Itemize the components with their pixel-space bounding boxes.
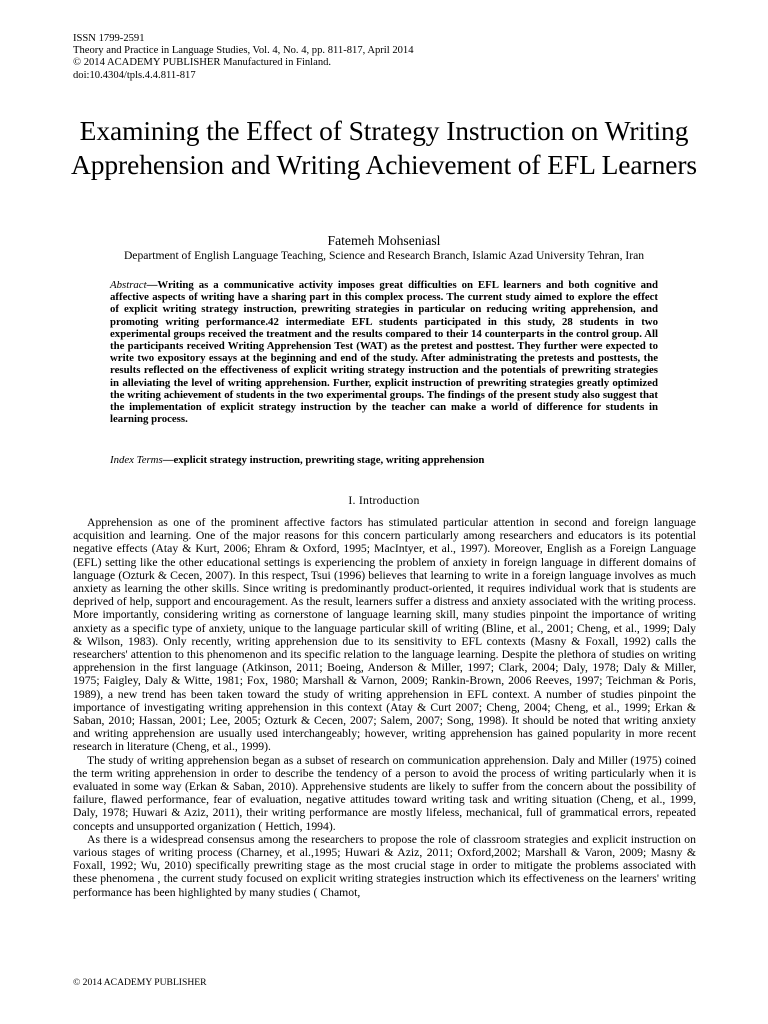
abstract: [110, 279, 658, 425]
abstract-text: —Writing as a communicative activity imposes great difficulties on EFL learners and both cognitive and affective aspects of writing have a sharing part in this complex process. The current study aimed to explore the effect of explicit writing strategy instruction, prewriting strategies in particular on reducing writing apprehension, and promoting writing performance.42 intermediate EFL students participated in this study, 28 students in two experimental groups received the treatment and the results compared to their 14 counterparts in the control group. All the participants received Writing Apprehension Test (WAT) as the pretest and posttest. They further were expected to write two expository essays at the beginning and end of the study. After administrating the pretests and posttests, the results reflected on the effectiveness of explicit writing strategy instruction and the potentials of prewriting strategies in alleviating the level of writing apprehension. Further, explicit instruction of prewriting strategies greatly optimized the writing achievement of students in the two experimental groups. The findings of the present study also suggest that the implementation of explicit strategy instruction by the teacher can make a world of difference for students in learning process.: [110, 279, 658, 426]
abstract-label: Abstract: [110, 279, 147, 291]
index-terms-text: —explicit strategy instruction, prewriting stage, writing apprehension: [162, 454, 485, 466]
issn-line: ISSN 1799-2591: [73, 33, 145, 44]
index-terms: [110, 454, 670, 466]
body-paragraph: Apprehension as one of the prominent affective factors has stimulated particular attention in second and foreign language acquisition and learning. One of the major reasons for this concern particularly among researchers and educators is its potential negative effects (Atay & Kurt, 2006; Ehram & Oxford, 1995; MacIntyer, et al., 1997). Moreover, English as a Foreign Language (EFL) setting like the other educational settings is experiencing the problem of anxiety in foreign language in different domains of language (Ozturk & Cecen, 2007). In this respect, Tsui (1996) believes that learning to write in a foreign language involves as much anxiety as learning the other skills. Since writing is predominantly product-oriented, it requires individual work that is students are deprived of help, support and encouragement. As the result, learners suffer a distress and anxiety associated with the writing process. More importantly, considering writing as cornerstone of language learning skill, many studies pinpoint the importance of writing anxiety as a specific type of anxiety, unique to the language particular skill of writing (Bline, et al., 2001; Cheng, et al., 1999; Daly & Wilson, 1983). Only recently, writing apprehension due to its sensitivity to EFL contexts (Masny & Foxall, 1992) calls the researchers' attention to this phenomenon and its specific relation to the language learning. Despite the plethora of studies on writing apprehension in the first language (Atkinson, 2011; Boeing, Anderson & Miller, 1997; Clark, 2004; Daly, 1978; Daly & Miller, 1975; Faigley, Daly & Witte, 1981; Fox, 1980; Marshall & Varnon, 2009; Rankin-Brown, 2006 Reeves, 1997; Teichman & Poris, 1989), a new trend has been taken toward the study of writing apprehension in EFL context. A number of studies pinpoint the importance of investigating writing apprehension in this context (Atay & Curt 2007; Cheng, 2004; Cheng, et al., 1999; Erkan & Saban, 2010; Hassan, 2001; Lee, 2005; Ozturk & Cecen, 2007; Salem, 2007; Song, 1998). It should be noted that writing anxiety and writing apprehension are usually used interchangeably; however, writing apprehension has gained popularity in more recent research in literature (Cheng, et al., 1999).: [73, 516, 696, 754]
doi-line: doi:10.4304/tpls.4.4.811-817: [73, 69, 196, 81]
journal-header: [73, 33, 414, 82]
body-paragraph: The study of writing apprehension began as a subset of research on communication apprehension. Daly and Miller (1975) coined the term writing apprehension in order to describe the tendency of a person to avoid the process of writing particularly when it is evaluated in some way (Erkan & Saban, 2010). Apprehensive students are likely to suffer from the concern about the possibility of failure, flawed performance, fear of evaluation, negative attitudes toward writing task and writing situation (Cheng, et al., 1999, Daly, 1978; Huwari & Aziz, 2011), their writing performance are mostly lifeless, mechanical, full of grammatical errors, repeated concepts and unsupported organization ( Hettich, 1994).: [73, 753, 696, 833]
body-text: [73, 516, 696, 899]
body-paragraph: As there is a widespread consensus among the researchers to propose the role of classroom strategies and explicit instruction on various stages of writing process (Charney, et al.,1995; Huwari & Aziz, 2011; Oxford,2002; Marshall & Varon, 2009; Masny & Foxall, 1992; Wu, 2010) specifically prewriting stage as the most crucial stage in order to mitigate the problems associated with these phenomena , the current study focused on explicit writing strategies instruction which its effectiveness on the learners' writing performance has been highlighted by many studies ( Chamot,: [73, 832, 696, 899]
index-terms-label: Index Terms: [110, 454, 163, 466]
section-heading-introduction: I. Introduction: [348, 493, 420, 507]
copyright-line: © 2014 ACADEMY PUBLISHER Manufactured in Finland.: [73, 57, 332, 69]
page-footer: © 2014 ACADEMY PUBLISHER: [73, 977, 207, 988]
journal-citation-line: Theory and Practice in Language Studies, Vol. 4, No. 4, pp. 811-817, April 2014: [73, 45, 414, 57]
paper-author: Fatemeh Mohseniasl: [327, 233, 441, 248]
paper-title: Examining the Effect of Strategy Instruction on Writing Apprehension and Writing Achievement of EFL Learners: [70, 115, 697, 180]
author-affiliation: Department of English Language Teaching, Science and Research Branch, Islamic Azad University Tehran, Iran: [123, 249, 645, 262]
